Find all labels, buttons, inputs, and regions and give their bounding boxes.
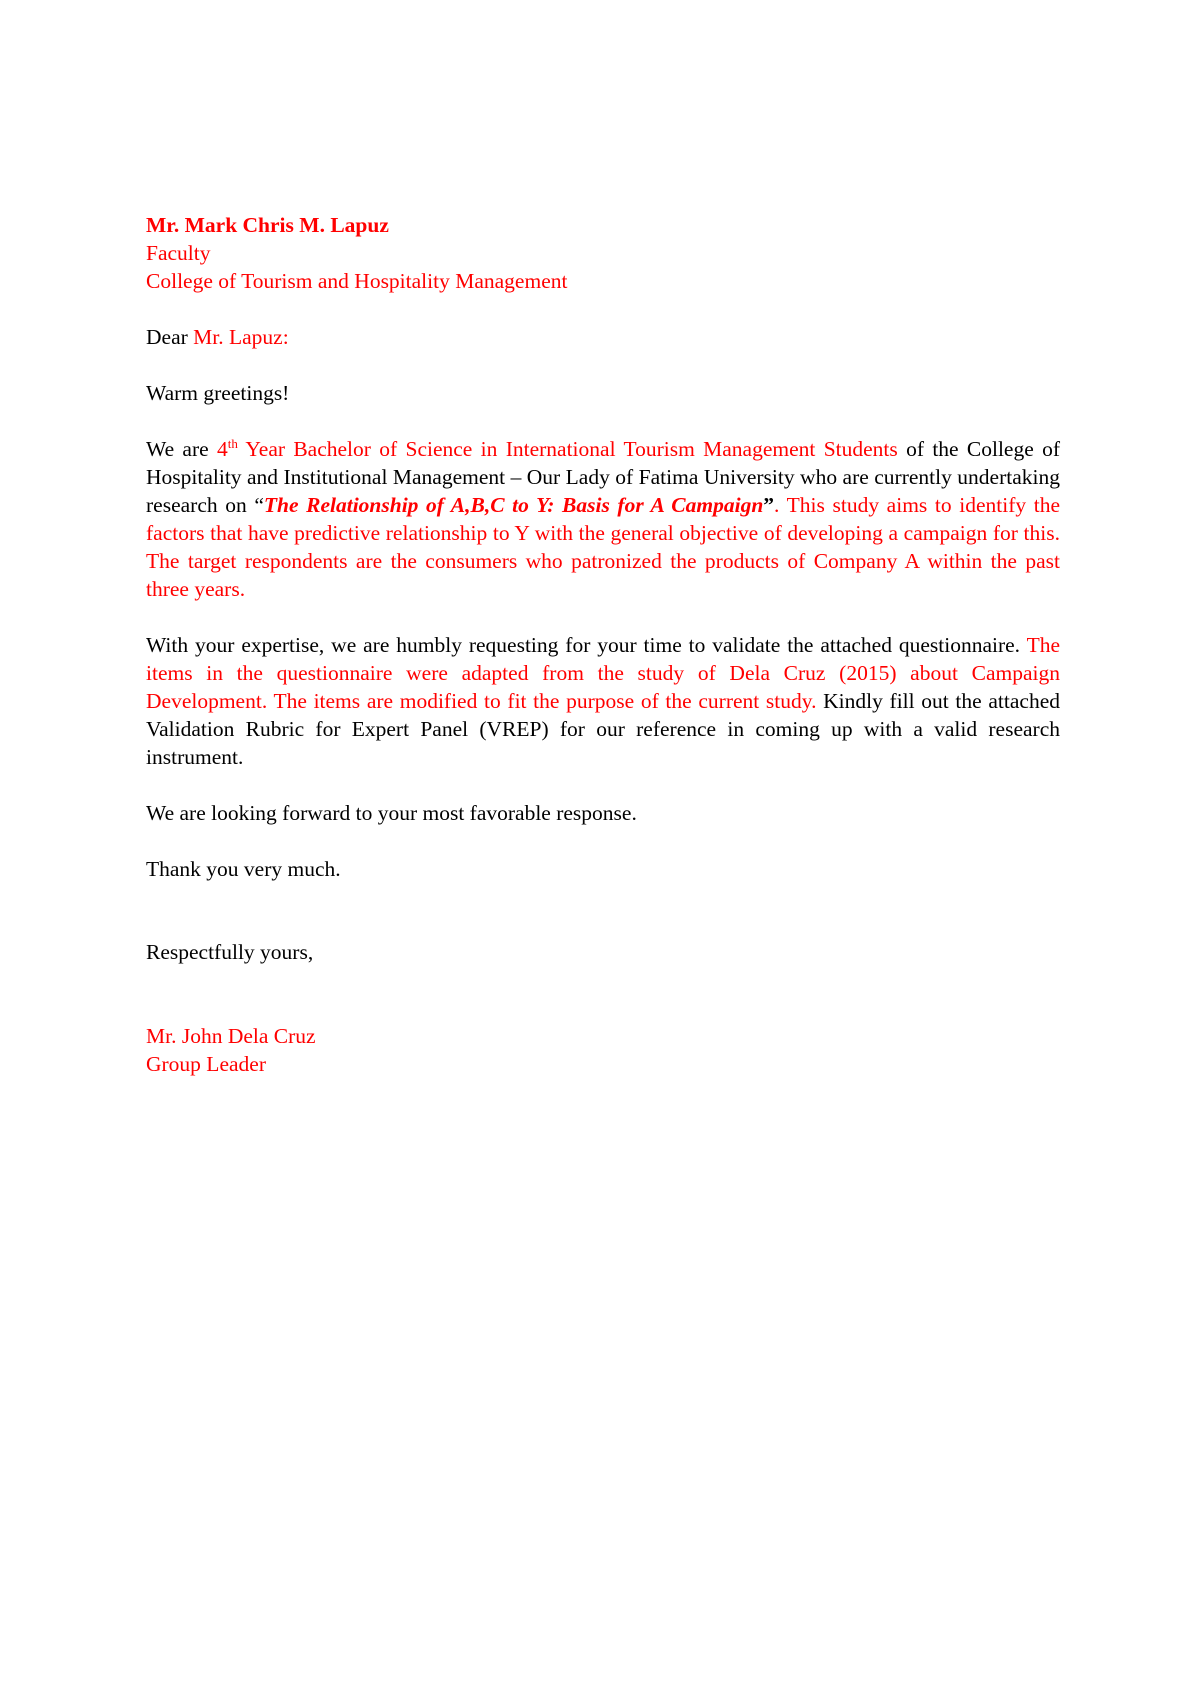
institution-text: of the College of Hospitality and Institutional Management – Our Lady of Fatima University who are currently undertaking research on “ bbox=[146, 437, 1060, 517]
spacer bbox=[146, 603, 1060, 631]
spacer bbox=[146, 771, 1060, 799]
paragraph1-lead: We are bbox=[146, 437, 217, 461]
research-title: The Relationship of A,B,C to Y: Basis for A Campaign bbox=[263, 493, 764, 517]
spacer bbox=[146, 883, 1060, 938]
spacer bbox=[146, 966, 1060, 1022]
request-text: With your expertise, we are humbly requesting for your time to validate the attached questionnaire. bbox=[146, 633, 1027, 657]
recipient-name: Mr. Mark Chris M. Lapuz bbox=[146, 213, 389, 237]
salutation-prefix: Dear bbox=[146, 325, 194, 349]
recipient-college: College of Tourism and Hospitality Management bbox=[146, 269, 568, 293]
spacer bbox=[146, 351, 1060, 379]
spacer bbox=[146, 407, 1060, 435]
recipient-position: Faculty bbox=[146, 241, 211, 265]
sign-off: Respectfully yours, bbox=[146, 940, 314, 964]
paragraph-research bbox=[146, 435, 1060, 603]
spacer bbox=[146, 295, 1060, 323]
program-name: Year Bachelor of Science in International Tourism Management Students bbox=[237, 437, 898, 461]
signatory-block bbox=[146, 1022, 1060, 1078]
year-suffix: th bbox=[227, 435, 238, 451]
looking-forward: We are looking forward to your most favorable response. bbox=[146, 801, 637, 825]
thanks: Thank you very much. bbox=[146, 857, 341, 881]
year-number: 4 bbox=[217, 437, 228, 461]
recipient-block bbox=[146, 211, 1060, 295]
salutation-name: Mr. Lapuz: bbox=[193, 325, 289, 349]
letter-body bbox=[146, 211, 1060, 1078]
paragraph-request bbox=[146, 631, 1060, 771]
signatory-name: Mr. John Dela Cruz bbox=[146, 1024, 316, 1048]
instruction-text: Kindly fill out the attached Validation Rubric for Expert Panel (VREP) for our reference in coming up with a valid research instrument. bbox=[146, 689, 1060, 769]
signatory-role: Group Leader bbox=[146, 1052, 266, 1076]
source-text: The items in the questionnaire were adapted from the study of Dela Cruz (2015) about Campaign Development. The items are modified to fit the purpose of the current study. bbox=[146, 633, 1060, 713]
salutation bbox=[146, 323, 1060, 351]
greeting: Warm greetings! bbox=[146, 381, 290, 405]
spacer bbox=[146, 827, 1060, 855]
research-aim: . This study aims to identify the factors that have predictive relationship to Y with the general objective of developing a campaign for this. The target respondents are the consumers who patronized the products of Company A within the past three years. bbox=[146, 493, 1060, 601]
close-quote: ” bbox=[763, 493, 775, 517]
